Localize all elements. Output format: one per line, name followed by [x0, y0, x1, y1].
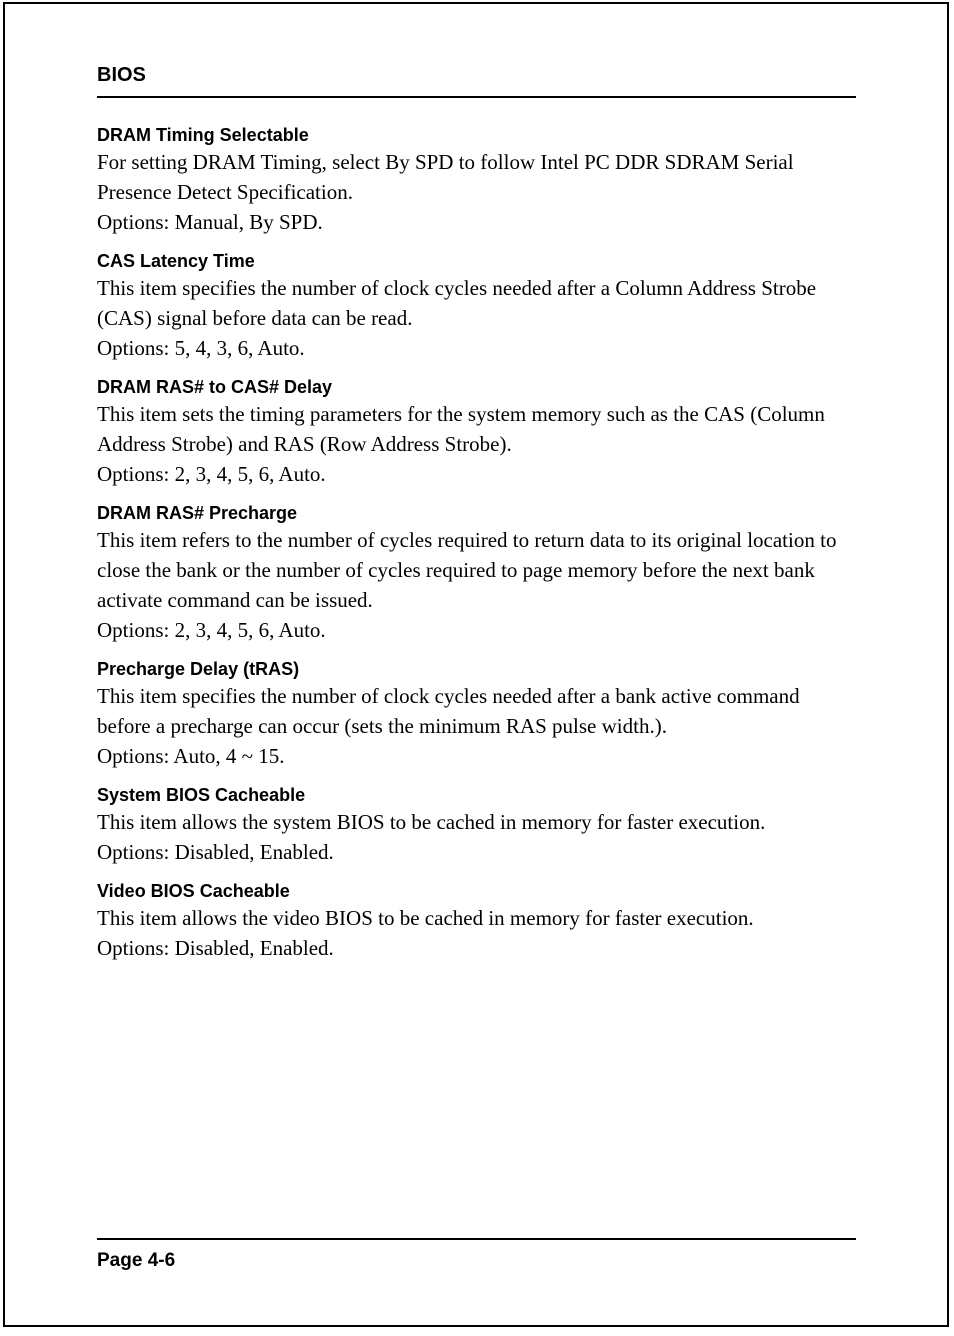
section-video-bios-cacheable [97, 879, 859, 964]
section-cas-latency-time [97, 249, 859, 364]
section-description: This item refers to the number of cycles required to return data to its original location to close the bank or the number of cycles required to page memory before the next bank activate command can be issued. [97, 528, 837, 612]
section-heading: DRAM RAS# Precharge [97, 503, 298, 523]
section-options: Options: Disabled, Enabled. [97, 840, 334, 864]
section-system-bios-cacheable [97, 783, 859, 868]
section-description: This item specifies the number of clock cycles needed after a Column Address Strobe (CAS) signal before data can be read. [97, 276, 817, 330]
section-ras-precharge [97, 501, 859, 646]
section-heading: Video BIOS Cacheable [97, 881, 290, 901]
section-options: Options: Auto, 4 ~ 15. [97, 744, 285, 768]
section-heading: Precharge Delay (tRAS) [97, 659, 300, 679]
section-ras-to-cas-delay [97, 375, 859, 490]
section-description: For setting DRAM Timing, select By SPD to follow Intel PC DDR SDRAM Serial Presence Detect Specification. [97, 150, 794, 204]
section-heading: DRAM RAS# to CAS# Delay [97, 377, 333, 397]
section-description: This item allows the video BIOS to be cached in memory for faster execution. [97, 906, 754, 930]
section-options: Options: 2, 3, 4, 5, 6, Auto. [97, 618, 326, 642]
footer-divider [97, 1238, 856, 1240]
section-dram-timing-selectable [97, 123, 859, 238]
section-precharge-delay [97, 657, 859, 772]
section-options: Options: Disabled, Enabled. [97, 936, 334, 960]
section-heading: System BIOS Cacheable [97, 785, 306, 805]
section-description: This item allows the system BIOS to be cached in memory for faster execution. [97, 810, 766, 834]
main-content [97, 123, 859, 975]
section-options: Options: 2, 3, 4, 5, 6, Auto. [97, 462, 326, 486]
page-number: Page 4-6 [97, 1250, 176, 1271]
section-options: Options: Manual, By SPD. [97, 210, 323, 234]
section-heading: DRAM Timing Selectable [97, 125, 309, 145]
section-options: Options: 5, 4, 3, 6, Auto. [97, 336, 305, 360]
page-header-title: BIOS [97, 64, 146, 86]
section-description: This item specifies the number of clock cycles needed after a bank active command before a precharge can occur (sets the minimum RAS pulse width.). [97, 684, 800, 738]
section-heading: CAS Latency Time [97, 251, 255, 271]
section-description: This item sets the timing parameters for the system memory such as the CAS (Column Address Strobe) and RAS (Row Address Strobe). [97, 402, 825, 456]
header-divider [97, 96, 856, 98]
